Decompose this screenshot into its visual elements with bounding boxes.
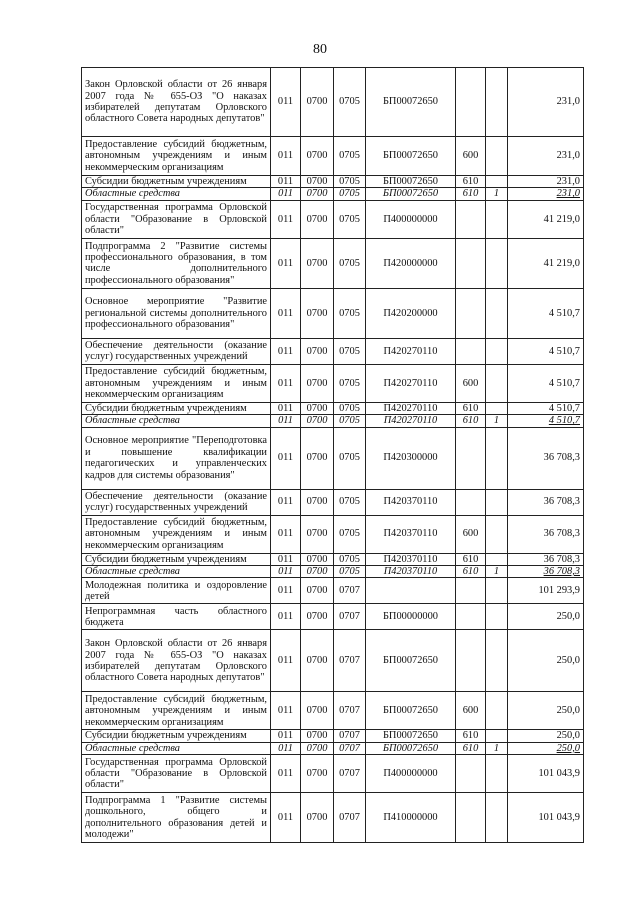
row-expense-type	[456, 288, 486, 338]
row-expense-type: 610	[456, 176, 486, 188]
row-admin-code: 011	[271, 515, 301, 553]
row-section: 0700	[301, 730, 334, 742]
row-amount: 231,0	[508, 176, 584, 188]
row-expense-type: 610	[456, 730, 486, 742]
row-funding-source	[486, 553, 508, 565]
row-funding-source: 1	[486, 566, 508, 578]
row-funding-source	[486, 288, 508, 338]
row-subsection: 0707	[334, 755, 366, 793]
row-section: 0700	[301, 427, 334, 489]
row-admin-code: 011	[271, 730, 301, 742]
row-subsection: 0705	[334, 338, 366, 364]
row-target-article: БП00072650	[366, 692, 456, 730]
row-name: Областные средства	[82, 566, 271, 578]
row-name: Подпрограмма 1 "Развитие системы дошкольного, общего и дополнительного образования детей и молодежи"	[82, 793, 271, 843]
row-funding-source	[486, 68, 508, 137]
row-funding-source	[486, 364, 508, 402]
row-name: Обеспечение деятельности (оказание услуг) государственных учреждений	[82, 338, 271, 364]
row-amount: 250,0	[508, 692, 584, 730]
row-target-article: П400000000	[366, 200, 456, 238]
row-expense-type: 600	[456, 692, 486, 730]
row-subsection: 0707	[334, 692, 366, 730]
row-subsection: 0705	[334, 566, 366, 578]
table-row	[82, 288, 584, 338]
row-subsection: 0705	[334, 200, 366, 238]
row-amount: 231,0	[508, 68, 584, 137]
row-subsection: 0705	[334, 176, 366, 188]
budget-table	[81, 67, 584, 843]
row-section: 0700	[301, 515, 334, 553]
row-name: Субсидии бюджетным учреждениям	[82, 730, 271, 742]
row-subsection: 0705	[334, 137, 366, 176]
row-admin-code: 011	[271, 137, 301, 176]
row-name: Субсидии бюджетным учреждениям	[82, 553, 271, 565]
table-row	[82, 137, 584, 176]
row-admin-code: 011	[271, 630, 301, 692]
row-expense-type	[456, 578, 486, 604]
row-subsection: 0705	[334, 402, 366, 414]
row-amount: 36 708,3	[508, 489, 584, 515]
budget-table-body	[82, 68, 584, 843]
table-row	[82, 755, 584, 793]
row-admin-code: 011	[271, 566, 301, 578]
row-target-article: П400000000	[366, 755, 456, 793]
table-row	[82, 188, 584, 200]
row-expense-type: 600	[456, 137, 486, 176]
row-admin-code: 011	[271, 578, 301, 604]
table-row	[82, 692, 584, 730]
row-expense-type	[456, 755, 486, 793]
row-target-article: БП00072650	[366, 742, 456, 754]
row-admin-code: 011	[271, 604, 301, 630]
row-expense-type	[456, 338, 486, 364]
row-section: 0700	[301, 415, 334, 427]
row-amount: 101 293,9	[508, 578, 584, 604]
row-funding-source	[486, 137, 508, 176]
row-name: Государственная программа Орловской области "Образование в Орловской области"	[82, 755, 271, 793]
row-section: 0700	[301, 489, 334, 515]
row-target-article: П420370110	[366, 553, 456, 565]
table-row	[82, 553, 584, 565]
row-admin-code: 011	[271, 742, 301, 754]
row-target-article: П420200000	[366, 288, 456, 338]
table-row	[82, 515, 584, 553]
row-amount: 4 510,7	[508, 364, 584, 402]
table-row	[82, 238, 584, 288]
row-target-article: БП00072650	[366, 68, 456, 137]
row-subsection: 0707	[334, 730, 366, 742]
table-row	[82, 604, 584, 630]
row-amount: 250,0	[508, 742, 584, 754]
row-expense-type: 610	[456, 742, 486, 754]
row-target-article: П420270110	[366, 364, 456, 402]
row-name: Закон Орловской области от 26 января 2007 года № 655-ОЗ "О наказах избирателей депутатам Орловского областного Совета народных депутатов"	[82, 630, 271, 692]
row-subsection: 0705	[334, 288, 366, 338]
row-admin-code: 011	[271, 415, 301, 427]
table-row	[82, 730, 584, 742]
row-subsection: 0705	[334, 489, 366, 515]
table-row	[82, 68, 584, 137]
row-amount: 41 219,0	[508, 238, 584, 288]
row-target-article: БП00072650	[366, 630, 456, 692]
row-section: 0700	[301, 188, 334, 200]
row-admin-code: 011	[271, 489, 301, 515]
row-name: Предоставление субсидий бюджетным, автономным учреждениям и иным некоммерческим организациям	[82, 515, 271, 553]
row-funding-source: 1	[486, 415, 508, 427]
row-target-article: БП00072650	[366, 176, 456, 188]
row-target-article: БП00072650	[366, 188, 456, 200]
row-name: Подпрограмма 2 "Развитие системы профессионального образования, в том числе дополнительного профессионального образования"	[82, 238, 271, 288]
row-admin-code: 011	[271, 288, 301, 338]
row-funding-source	[486, 755, 508, 793]
row-expense-type: 610	[456, 566, 486, 578]
row-funding-source	[486, 402, 508, 414]
row-name: Областные средства	[82, 415, 271, 427]
row-funding-source	[486, 200, 508, 238]
row-subsection: 0705	[334, 415, 366, 427]
table-row	[82, 176, 584, 188]
table-row	[82, 364, 584, 402]
row-section: 0700	[301, 553, 334, 565]
row-amount: 36 708,3	[508, 427, 584, 489]
row-target-article: П420270110	[366, 415, 456, 427]
row-amount: 101 043,9	[508, 755, 584, 793]
row-funding-source	[486, 238, 508, 288]
row-amount: 4 510,7	[508, 338, 584, 364]
row-subsection: 0705	[334, 188, 366, 200]
row-admin-code: 011	[271, 200, 301, 238]
row-funding-source	[486, 176, 508, 188]
row-target-article: П420270110	[366, 338, 456, 364]
row-funding-source	[486, 515, 508, 553]
row-funding-source	[486, 604, 508, 630]
row-funding-source	[486, 338, 508, 364]
row-expense-type: 610	[456, 415, 486, 427]
row-section: 0700	[301, 402, 334, 414]
row-amount: 4 510,7	[508, 415, 584, 427]
row-amount: 4 510,7	[508, 288, 584, 338]
row-section: 0700	[301, 364, 334, 402]
row-section: 0700	[301, 692, 334, 730]
row-expense-type: 610	[456, 402, 486, 414]
row-admin-code: 011	[271, 402, 301, 414]
row-target-article	[366, 578, 456, 604]
row-section: 0700	[301, 755, 334, 793]
row-funding-source	[486, 630, 508, 692]
row-admin-code: 011	[271, 692, 301, 730]
row-admin-code: 011	[271, 364, 301, 402]
row-name: Закон Орловской области от 26 января 2007 года № 655-ОЗ "О наказах избирателей депутатам Орловского областного Совета народных депутатов"	[82, 68, 271, 137]
row-section: 0700	[301, 288, 334, 338]
row-expense-type: 610	[456, 188, 486, 200]
row-target-article: П420370110	[366, 515, 456, 553]
row-amount: 36 708,3	[508, 515, 584, 553]
row-admin-code: 011	[271, 755, 301, 793]
row-amount: 250,0	[508, 730, 584, 742]
row-subsection: 0705	[334, 427, 366, 489]
row-expense-type	[456, 200, 486, 238]
row-expense-type	[456, 68, 486, 137]
row-expense-type: 610	[456, 553, 486, 565]
row-target-article: П420370110	[366, 489, 456, 515]
row-amount: 250,0	[508, 604, 584, 630]
row-subsection: 0707	[334, 793, 366, 843]
row-subsection: 0705	[334, 515, 366, 553]
row-section: 0700	[301, 137, 334, 176]
row-name: Предоставление субсидий бюджетным, автономным учреждениям и иным некоммерческим организациям	[82, 364, 271, 402]
row-admin-code: 011	[271, 793, 301, 843]
row-target-article: П420000000	[366, 238, 456, 288]
row-amount: 36 708,3	[508, 566, 584, 578]
row-funding-source: 1	[486, 742, 508, 754]
row-subsection: 0707	[334, 604, 366, 630]
row-admin-code: 011	[271, 338, 301, 364]
row-subsection: 0707	[334, 578, 366, 604]
table-row	[82, 630, 584, 692]
row-section: 0700	[301, 68, 334, 137]
row-name: Государственная программа Орловской области "Образование в Орловской области"	[82, 200, 271, 238]
row-section: 0700	[301, 338, 334, 364]
row-amount: 231,0	[508, 188, 584, 200]
row-expense-type: 600	[456, 515, 486, 553]
row-section: 0700	[301, 176, 334, 188]
table-row	[82, 793, 584, 843]
page-number: 80	[313, 42, 327, 57]
row-expense-type	[456, 630, 486, 692]
table-row	[82, 402, 584, 414]
row-amount: 36 708,3	[508, 553, 584, 565]
row-target-article: П410000000	[366, 793, 456, 843]
row-target-article: П420270110	[366, 402, 456, 414]
row-target-article: БП00072650	[366, 137, 456, 176]
row-name: Основное мероприятие "Переподготовка и повышение квалификации педагогических и управленческих кадров для системы образования"	[82, 427, 271, 489]
row-expense-type	[456, 238, 486, 288]
row-name: Субсидии бюджетным учреждениям	[82, 402, 271, 414]
row-expense-type	[456, 604, 486, 630]
row-section: 0700	[301, 566, 334, 578]
row-expense-type: 600	[456, 364, 486, 402]
row-amount: 231,0	[508, 137, 584, 176]
row-funding-source	[486, 489, 508, 515]
row-admin-code: 011	[271, 427, 301, 489]
row-amount: 4 510,7	[508, 402, 584, 414]
row-subsection: 0705	[334, 553, 366, 565]
row-name: Предоставление субсидий бюджетным, автономным учреждениям и иным некоммерческим организациям	[82, 692, 271, 730]
row-section: 0700	[301, 793, 334, 843]
row-amount: 101 043,9	[508, 793, 584, 843]
row-name: Обеспечение деятельности (оказание услуг) государственных учреждений	[82, 489, 271, 515]
row-expense-type	[456, 793, 486, 843]
row-name: Непрограммная часть областного бюджета	[82, 604, 271, 630]
row-name: Областные средства	[82, 188, 271, 200]
row-admin-code: 011	[271, 553, 301, 565]
table-row	[82, 489, 584, 515]
table-row	[82, 200, 584, 238]
row-subsection: 0705	[334, 238, 366, 288]
row-name: Предоставление субсидий бюджетным, автономным учреждениям и иным некоммерческим организациям	[82, 137, 271, 176]
row-section: 0700	[301, 238, 334, 288]
row-admin-code: 011	[271, 176, 301, 188]
row-target-article: БП00000000	[366, 604, 456, 630]
row-admin-code: 011	[271, 188, 301, 200]
row-funding-source: 1	[486, 188, 508, 200]
row-expense-type	[456, 427, 486, 489]
row-name: Субсидии бюджетным учреждениям	[82, 176, 271, 188]
table-row	[82, 415, 584, 427]
table-row	[82, 338, 584, 364]
row-amount: 41 219,0	[508, 200, 584, 238]
table-row	[82, 566, 584, 578]
row-funding-source	[486, 427, 508, 489]
table-row	[82, 578, 584, 604]
row-subsection: 0707	[334, 630, 366, 692]
row-expense-type	[456, 489, 486, 515]
row-section: 0700	[301, 200, 334, 238]
row-name: Областные средства	[82, 742, 271, 754]
row-section: 0700	[301, 578, 334, 604]
row-admin-code: 011	[271, 68, 301, 137]
table-row	[82, 742, 584, 754]
row-subsection: 0707	[334, 742, 366, 754]
row-target-article: БП00072650	[366, 730, 456, 742]
row-section: 0700	[301, 630, 334, 692]
table-row	[82, 427, 584, 489]
row-funding-source	[486, 730, 508, 742]
row-amount: 250,0	[508, 630, 584, 692]
row-target-article: П420300000	[366, 427, 456, 489]
row-admin-code: 011	[271, 238, 301, 288]
row-subsection: 0705	[334, 68, 366, 137]
row-subsection: 0705	[334, 364, 366, 402]
row-section: 0700	[301, 604, 334, 630]
row-funding-source	[486, 692, 508, 730]
row-target-article: П420370110	[366, 566, 456, 578]
row-name: Основное мероприятие "Развитие региональной системы дополнительного профессионального образования"	[82, 288, 271, 338]
row-name: Молодежная политика и оздоровление детей	[82, 578, 271, 604]
row-funding-source	[486, 578, 508, 604]
row-funding-source	[486, 793, 508, 843]
row-section: 0700	[301, 742, 334, 754]
